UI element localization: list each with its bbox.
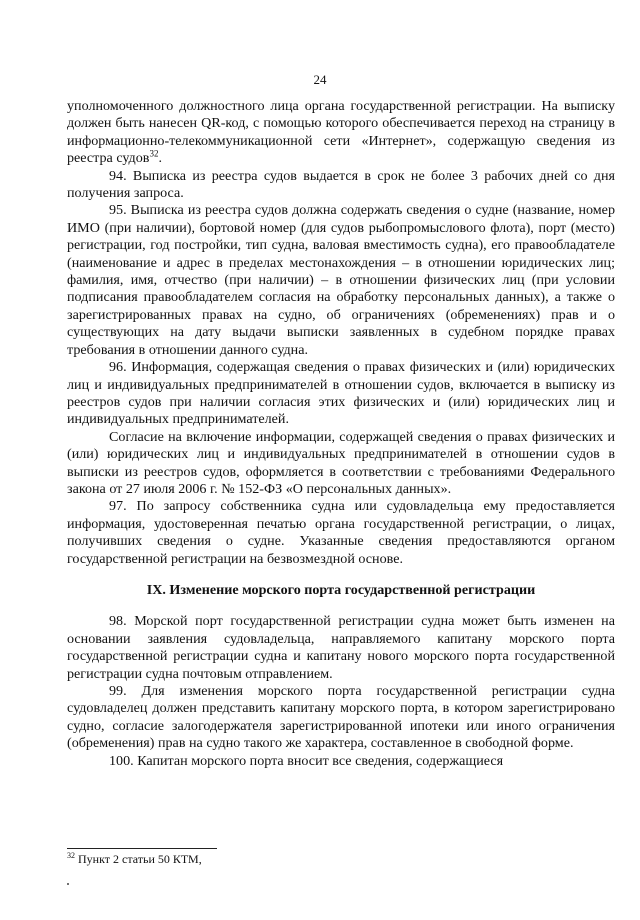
paragraph-100: 100. Капитан морского порта вносит все сведения, содержащиеся — [109, 752, 504, 769]
page-number: 24 — [313, 72, 327, 87]
paragraph-97: 97. По запросу собственника судна или судовладельца ему предоставляется информация, удостоверенная печатью органа государственной регистрации, о лицах, получивших сведения о судне. Указанные сведения предоставляются органом государственной регистрации на безвозмездной основе. — [67, 498, 615, 567]
paragraph-continuation-text: уполномоченного должностного лица органа государственной регистрации. На выписку должен быть нанесен QR-код, с помощью которого обеспечивается переход на страницу в информационно-телекоммуникационной сети «Интернет», содержащую сведения из реестра судов — [67, 98, 615, 167]
paragraph-96: 96. Информация, содержащая сведения о правах физических и (или) юридических лиц и индивидуальных предпринимателей в отношении судов, включается в выписку из реестров судов при наличии согласия этих физических и (или) юридических лиц и индивидуальных предпринимателей. — [67, 359, 615, 428]
paragraph-continuation-tail: . — [158, 150, 162, 167]
paragraph-continuation — [67, 98, 615, 168]
footnote-ref-32: 32 — [149, 148, 159, 159]
footnote-text-32: Пункт 2 статьи 50 КТМ, — [75, 852, 202, 866]
document-body — [67, 98, 615, 770]
scan-artifact-dot — [67, 883, 69, 885]
paragraph-98: 98. Морской порт государственной регистрации судна может быть изменен на основании заявления судовладельца, направляемого капитану морского порта государственной регистрации судна и капитану нового морского порта государственной регистрации судна почтовым отправлением. — [67, 613, 615, 682]
footnote-divider — [67, 848, 217, 849]
paragraph-94: 94. Выписка из реестра судов выдается в срок не более 3 рабочих дней со дня получения запроса. — [67, 167, 615, 202]
section-heading-ix: IX. Изменение морского порта государственной регистрации — [146, 581, 536, 598]
footnote-mark-32: 32 — [67, 851, 75, 860]
paragraph-99: 99. Для изменения морского порта государственной регистрации судна судовладелец должен представить капитану морского порта, в котором зарегистрировано судно, согласие залогодержателя зарегистрированной ипотеки или иного ограничения (обременения) прав на судно такого же характера, составленное в свободной форме. — [67, 683, 615, 752]
paragraph-95: 95. Выписка из реестра судов должна содержать сведения о судне (название, номер ИМО (при наличии), бортовой номер (для судов рыбопромыслового флота), порт (место) регистрации, год постройки, тип судна, валовая вместимость судна), его правообладателе (наименование и адрес в пределах местонахождения – в отношении юридических лиц; фамилия, имя, отчество (при наличии) – в отношении физических лиц (при условии подписания правообладателем согласия на обработку персональных данных), а также о зарегистрированных правах на судно, об ограничениях (обременениях) прав и о существующих на дату выдачи выписки заявленных в судебном порядке правах требования в отношении данного судна. — [67, 202, 615, 358]
paragraph-96-consent: Согласие на включение информации, содержащей сведения о правах физических и (или) юридических лиц и индивидуальных предпринимателей в отношении судов в выписки из реестров судов, оформляется в соответствии с требованиями Федерального закона от 27 июля 2006 г. № 152-ФЗ «О персональных данных». — [67, 428, 615, 497]
footnote-32 — [67, 852, 202, 866]
